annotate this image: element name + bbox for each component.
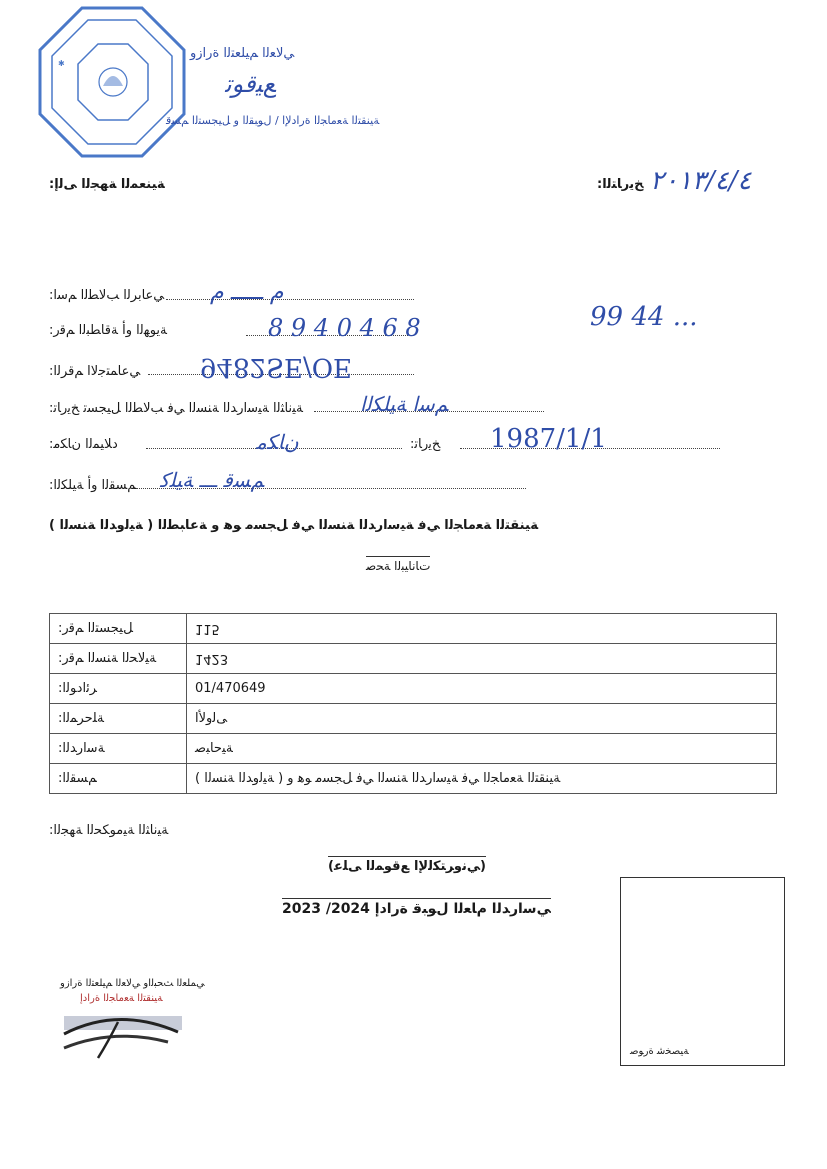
photo-caption: ﺔﻴﺼﺨﺷ ﺓﺭﻮﺻ (630, 1046, 689, 1057)
table-row (50, 764, 777, 794)
field-name-value: ﻡ ـــــ ﻡ (210, 280, 284, 305)
seal-line-2: ﺔﻴﻨﻘﺘﻟﺍ ﺔﻌﻣﺎﺠﻟﺍ ﺓﺭﺍﺩﻹﺍ / ﻝﻮﺒﻘﻟﺍ ﻭ ﻞﻴﺠﺴﺘﻟﺍ ﻢﺴﻗ (166, 114, 380, 127)
table-label: :ﺔﻠﺣﺮﻤﻟﺍ (50, 704, 187, 734)
table-value: ( ﺔﻴﻟﻭﺪﻟﺍ ﺔﻨﺴﻟﺍ ) ﺔﻴﻨﻘﺘﻟﺍ ﺔﻌﻣﺎﺠﻟﺍ ﻲﻓ ﺔﻴﺳﺍﺭﺪﻟﺍ ﺔﻨﺴﻟﺍ ﻲﻓ ﻞﺠﺴﻣ ﻮﻫ ﻭ (187, 764, 777, 794)
seal-line-1: ﻲﻟﺎﻌﻟﺍ ﻢﻴﻠﻌﺘﻟﺍ ﺓﺭﺍﺯﻭ (190, 46, 295, 61)
table-label: :ﻢﺴﻘﻟﺍ (50, 764, 187, 794)
logo-line-1: ﻲﻤﻠﻌﻟﺍ ﺚﺤﺒﻟﺍﻭ ﻲﻟﺎﻌﻟﺍ ﻢﻴﻠﻌﺘﻟﺍ ﺓﺭﺍﺯﻭ (60, 978, 205, 989)
table-value: 115 (187, 614, 777, 644)
university-logo (58, 1002, 188, 1062)
field-id-value: 8 9 4 0 4 6 8 (268, 314, 421, 342)
table-label: :ﺮﺋﺍﺩﻮﻟﺍ (50, 674, 187, 704)
seal-signature: ﻊﻴﻗﻮﺗ (225, 70, 276, 98)
data-validity: ﺕﺎﻧﺎﻴﺒﻟﺍ ﺔﺤﺻ (366, 556, 430, 573)
note-label: :ﺔﻴﻧﺎﺜﻟﺍ ﺔﻴﻣﻮﻜﺤﻟﺍ ﺔﻬﺠﻟﺍ (49, 823, 169, 838)
field-college-label: :ﻢﺴﻘﻟﺍ ﻭﺃ ﺔﻴﻠﻜﻟﺍ (49, 478, 136, 493)
logo-line-2: ﺔﻴﻨﻘﺘﻟﺍ ﺔﻌﻣﺎﺠﻟﺍ ﺓﺭﺍﺩﺇ (80, 993, 163, 1004)
table-value: 1423 (187, 644, 777, 674)
table-value: 01/470649 (187, 674, 777, 704)
field-college-value: ﻢﺴﻗ ـــ ﺔﻴﻠﻛ (160, 468, 264, 492)
field-social-value: 9482SE/OE (200, 352, 353, 382)
year-line: 2023 /2024 ﻲﺳﺍﺭﺪﻟﺍ ﻡﺎﻌﻟﺍ ﻝﻮﺒﻗ ﺓﺭﺍﺩﺇ (282, 898, 551, 917)
table-value: ﻰﻟﻭﻷﺍ (187, 704, 777, 734)
table-row (50, 734, 777, 764)
field-birthplace-label: :ﺩﻼﻴﻤﻟﺍ ﻥﺎﻜﻣ (49, 437, 118, 452)
field-birthdate-value: 1987/1/1 (490, 424, 607, 454)
field-social-label: :ﻲﻋﺎﻤﺘﺟﻻﺍ ﻢﻗﺮﻟﺍ (49, 364, 141, 379)
statement-text: ( ﺔﻴﻟﻭﺪﻟﺍ ﺔﻨﺴﻟﺍ ) ﺔﻴﻨﻘﺘﻟﺍ ﺔﻌﻣﺎﺠﻟﺍ ﻲﻓ ﺔﻴﺳﺍﺭﺪﻟﺍ ﺔﻨﺴﻟﺍ ﻲﻓ ﻞﺠﺴﻣ ﻮﻫ ﻭ ﺔﻋﺎﺒﻄﻟﺍ (49, 518, 539, 533)
table-row (50, 674, 777, 704)
field-enroll-value: ﻢﺳﺍ ﺔﻴﻠﻜﻟﺍ (360, 392, 449, 416)
table-label: :ﺔﺳﺍﺭﺪﻟﺍ (50, 734, 187, 764)
field-birthplace-value: ﻥﺎﻜﻣ (256, 430, 299, 454)
table-label: :ﻞﻴﺠﺴﺘﻟﺍ ﻢﻗﺭ (50, 614, 187, 644)
table-row (50, 644, 777, 674)
field-id-value-2: 99 44 ... (590, 302, 698, 332)
official-seal (38, 6, 186, 158)
table-row (50, 704, 777, 734)
field-id-label: :ﺔﻳﻮﻬﻟﺍ ﻭﺃ ﺔﻗﺎﻄﺒﻟﺍ ﻢﻗﺭ (49, 323, 167, 338)
to-label: :ﺔﻴﻨﻌﻤﻟﺍ ﺔﻬﺠﻟﺍ ﻰﻟﺇ (49, 177, 165, 192)
table-value: ﺔﻴﺣﺎﺒﺻ (187, 734, 777, 764)
photo-box (620, 877, 785, 1066)
svg-text:✱: ✱ (58, 59, 65, 68)
field-birthdate-label: :ﺦﻳﺭﺎﺗ (410, 437, 441, 452)
field-enroll-label: :ﺔﻴﻧﺎﺜﻟﺍ ﺔﻴﺳﺍﺭﺪﻟﺍ ﺔﻨﺴﻟﺍ ﻲﻓ ﺐﻟﺎﻄﻟﺍ ﻞﻴﺠﺴﺗ ﺦﻳﺭﺎﺗ (49, 401, 303, 416)
field-name-dots (166, 299, 414, 300)
field-name-label: :ﻲﻋﺎﺑﺮﻟﺍ ﺐﻟﺎﻄﻟﺍ ﻢﺳﺍ (49, 288, 165, 303)
table-label: :ﺔﻴﻟﺎﺤﻟﺍ ﺔﻨﺴﻟﺍ ﻢﻗﺭ (50, 644, 187, 674)
date-value: ٢٠١٣/٤/٤ (650, 166, 752, 196)
table-row (50, 614, 777, 644)
center-line: (ﻲﻧﻭﺮﺘﻜﻟﻹﺍ ﻊﻗﻮﻤﻟﺍ ﻰﻠﻋ) (328, 856, 486, 874)
date-label: :ﺦﻳﺭﺎﺘﻟﺍ (597, 177, 644, 192)
info-table (49, 613, 777, 794)
